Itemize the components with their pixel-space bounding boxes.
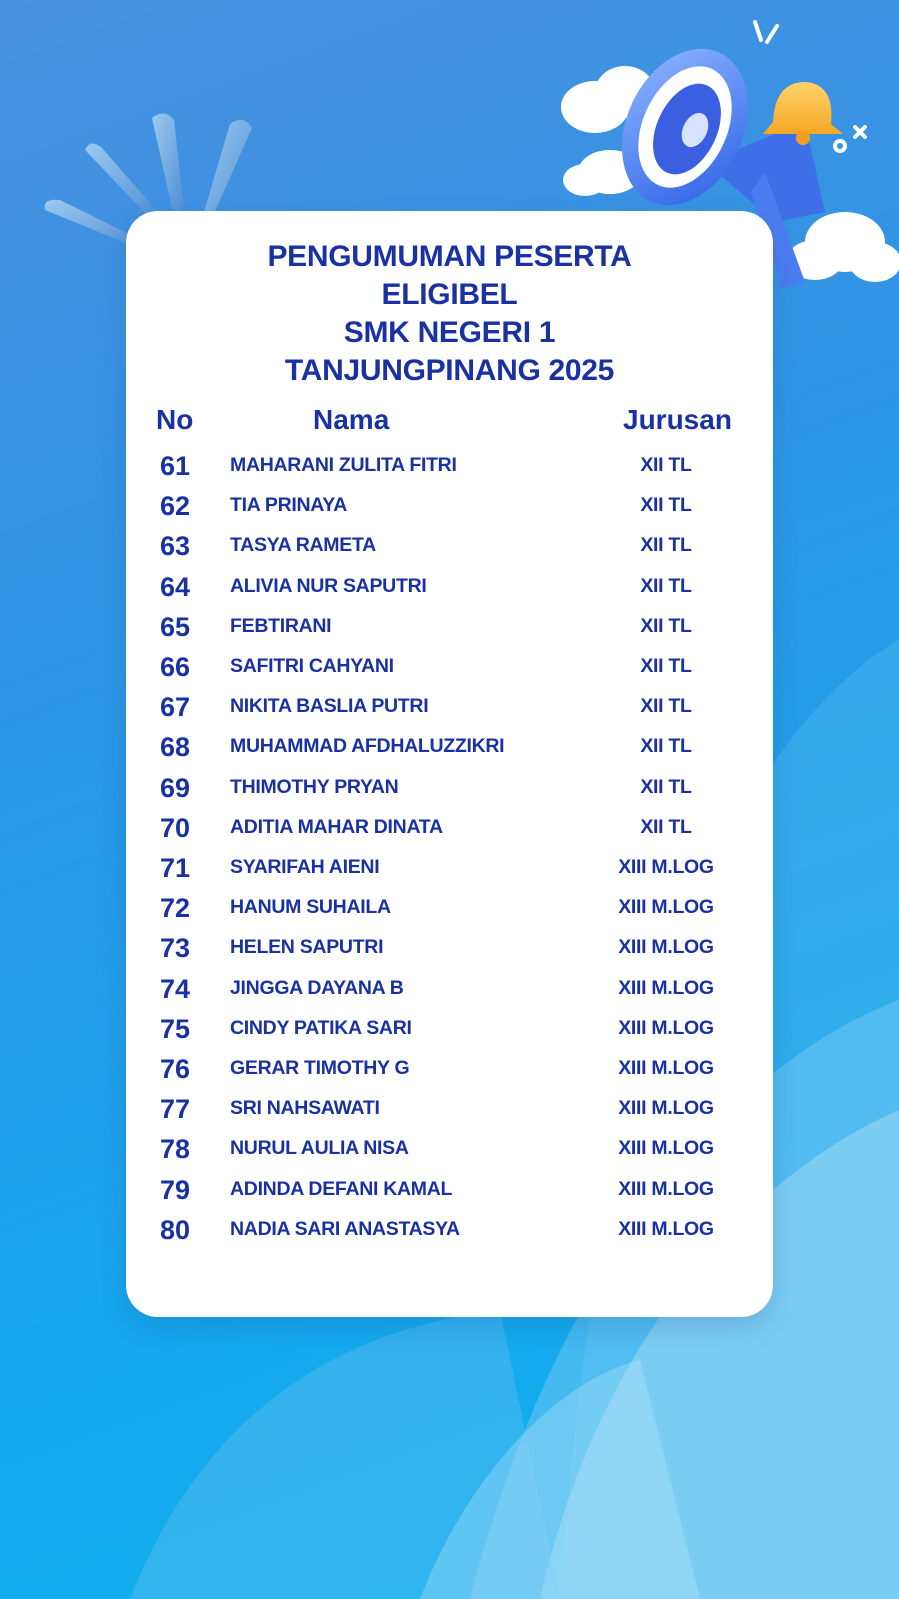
table-row [126, 531, 773, 571]
row-number: 69 [159, 772, 191, 803]
table-row [126, 652, 773, 692]
participant-jurusan: XIII M.LOG [618, 1016, 714, 1039]
participant-jurusan: XIII M.LOG [618, 856, 714, 878]
participant-name: NIKITA BASLIA PUTRI [230, 695, 429, 718]
row-number: 63 [159, 531, 191, 562]
participant-name: ADITIA MAHAR DINATA [230, 815, 443, 838]
table-row [126, 1134, 773, 1174]
table-row [126, 1094, 773, 1134]
row-number: 77 [159, 1094, 191, 1125]
row-number: 71 [159, 853, 191, 883]
column-header-jurusan: Jurusan [623, 404, 732, 435]
table-row [126, 451, 773, 491]
table-row [126, 1175, 773, 1215]
table-row [126, 853, 773, 893]
title-line-2: ELIGIBEL [381, 278, 518, 311]
participant-jurusan: XII TL [640, 695, 692, 718]
participant-name: SRI NAHSAWATI [230, 1097, 380, 1120]
table-row [126, 974, 773, 1014]
participant-jurusan: XIII M.LOG [618, 1137, 714, 1160]
row-number: 68 [159, 732, 191, 763]
row-number: 75 [159, 1013, 191, 1044]
participant-name: GERAR TIMOTHY G [230, 1057, 410, 1079]
title-line-3: SMK NEGERI 1 [343, 316, 556, 349]
column-header-no: No [156, 404, 194, 435]
participant-jurusan: XII TL [640, 775, 692, 798]
table-row [126, 491, 773, 531]
row-number: 67 [159, 692, 191, 723]
announcement-card [126, 211, 773, 1317]
row-number: 61 [159, 451, 191, 481]
participant-jurusan: XII TL [640, 815, 692, 838]
row-number: 64 [159, 571, 191, 602]
participant-name: NURUL AULIA NISA [230, 1137, 409, 1160]
participant-name: TASYA RAMETA [230, 534, 376, 557]
participant-jurusan: XIII M.LOG [618, 1057, 714, 1079]
participant-jurusan: XIII M.LOG [618, 896, 714, 919]
table-row [126, 692, 773, 732]
row-number: 78 [159, 1134, 191, 1165]
row-number: 65 [159, 611, 191, 642]
row-number: 72 [159, 893, 191, 924]
participant-name: JINGGA DAYANA B [230, 976, 404, 999]
row-number: 73 [159, 933, 191, 964]
table-row [126, 1054, 773, 1094]
participant-jurusan: XII TL [640, 614, 692, 637]
row-number: 62 [159, 491, 191, 522]
column-header-nama: Nama [313, 404, 390, 435]
table-row [126, 893, 773, 933]
participant-name: THIMOTHY PRYAN [230, 775, 399, 798]
table-row [126, 813, 773, 853]
participant-name: TIA PRINAYA [230, 494, 347, 517]
table-row [126, 1215, 773, 1255]
table-row [126, 773, 773, 813]
participant-name: SAFITRI CAHYANI [230, 655, 394, 677]
participant-name: FEBTIRANI [230, 614, 332, 637]
title-line-1: PENGUMUMAN PESERTA [267, 240, 632, 273]
table-row [126, 612, 773, 652]
participant-jurusan: XII TL [640, 655, 692, 677]
row-number: 80 [159, 1214, 191, 1245]
table-row [126, 572, 773, 612]
participant-jurusan: XIII M.LOG [618, 1097, 714, 1120]
participant-jurusan: XIII M.LOG [618, 1177, 714, 1200]
participant-jurusan: XIII M.LOG [618, 1217, 714, 1240]
table-row [126, 732, 773, 772]
title-line-4: TANJUNGPINANG 2025 [284, 354, 615, 387]
participant-name: MUHAMMAD AFDHALUZZIKRI [230, 735, 505, 758]
row-number: 70 [159, 812, 191, 843]
table-row [126, 933, 773, 973]
row-number: 66 [159, 652, 191, 682]
participant-name: HELEN SAPUTRI [230, 936, 384, 959]
participant-name: SYARIFAH AIENI [230, 856, 380, 878]
participant-jurusan: XIII M.LOG [618, 976, 714, 999]
participant-jurusan: XII TL [640, 494, 692, 517]
participant-name: HANUM SUHAILA [230, 896, 391, 919]
participant-name: NADIA SARI ANASTASYA [230, 1217, 460, 1240]
participant-name: CINDY PATIKA SARI [230, 1016, 412, 1039]
announcement-title [126, 238, 773, 390]
table-row [126, 1014, 773, 1054]
participant-jurusan: XII TL [640, 534, 692, 557]
participant-jurusan: XII TL [640, 454, 692, 476]
participant-name: ADINDA DEFANI KAMAL [230, 1177, 453, 1200]
row-number: 74 [159, 973, 191, 1004]
row-number: 76 [159, 1054, 191, 1084]
participant-jurusan: XII TL [640, 574, 692, 597]
participant-jurusan: XII TL [640, 735, 692, 758]
participant-jurusan: XIII M.LOG [618, 936, 714, 959]
row-number: 79 [159, 1174, 191, 1205]
participant-name: MAHARANI ZULITA FITRI [230, 454, 457, 476]
participant-name: ALIVIA NUR SAPUTRI [230, 574, 427, 597]
